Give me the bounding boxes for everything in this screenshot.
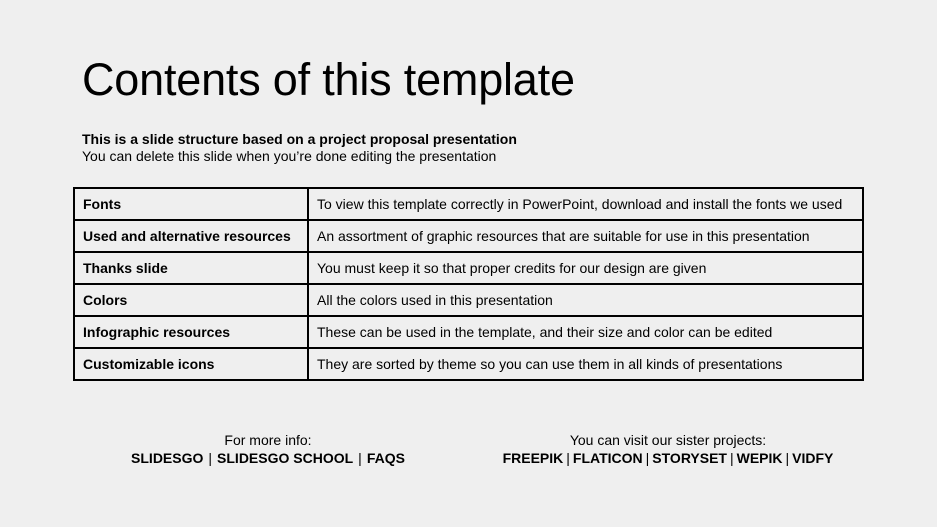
table-row (74, 252, 863, 284)
description-cell: To view this template correctly in PowerPoint, download and install the fonts we used (308, 188, 863, 220)
footer-more-info-links (118, 450, 418, 467)
description-cell: They are sorted by theme so you can use them in all kinds of presentations (308, 348, 863, 380)
link-freepik[interactable]: FREEPIK (502, 450, 564, 466)
link-vidfy[interactable]: VIDFY (792, 450, 834, 466)
slide-title: Contents of this template (82, 54, 575, 105)
link-storyset[interactable]: STORYSET (652, 450, 727, 466)
contents-table (73, 187, 864, 381)
footer-more-info (118, 432, 418, 467)
link-faqs[interactable]: FAQS (366, 450, 405, 466)
description-cell: You must keep it so that proper credits for our design are given (308, 252, 863, 284)
footer-more-info-label: For more info: (224, 432, 312, 448)
slide-subtitle-bold: This is a slide structure based on a project proposal presentation (82, 131, 517, 147)
description-cell: An assortment of graphic resources that are suitable for use in this presentation (308, 220, 863, 252)
table-row (74, 348, 863, 380)
link-slidesgo-school[interactable]: SLIDESGO SCHOOL (217, 450, 354, 466)
topic-cell: Fonts (74, 188, 308, 220)
link-slidesgo[interactable]: SLIDESGO (131, 450, 204, 466)
table-row (74, 316, 863, 348)
link-separator: | (566, 450, 570, 466)
link-wepik[interactable]: WEPIK (736, 450, 783, 466)
description-cell: These can be used in the template, and their size and color can be edited (308, 316, 863, 348)
link-separator: | (645, 450, 650, 466)
link-separator: | (208, 450, 213, 466)
footer-sister-projects-links (488, 450, 848, 467)
description-cell: All the colors used in this presentation (308, 284, 863, 316)
topic-cell: Infographic resources (74, 316, 308, 348)
link-flaticon[interactable]: FLATICON (572, 450, 643, 466)
topic-cell: Colors (74, 284, 308, 316)
footer-sister-projects-label: You can visit our sister projects: (569, 432, 767, 448)
footer-sister-projects (488, 432, 848, 467)
slide-subtitle: You can delete this slide when you’re done editing the presentation (82, 148, 497, 164)
topic-cell: Thanks slide (74, 252, 308, 284)
table-row (74, 188, 863, 220)
topic-cell: Customizable icons (74, 348, 308, 380)
link-separator: | (785, 450, 790, 466)
link-separator: | (729, 450, 734, 466)
topic-cell: Used and alternative resources (74, 220, 308, 252)
table-row (74, 220, 863, 252)
link-separator: | (358, 450, 362, 466)
table-row (74, 284, 863, 316)
